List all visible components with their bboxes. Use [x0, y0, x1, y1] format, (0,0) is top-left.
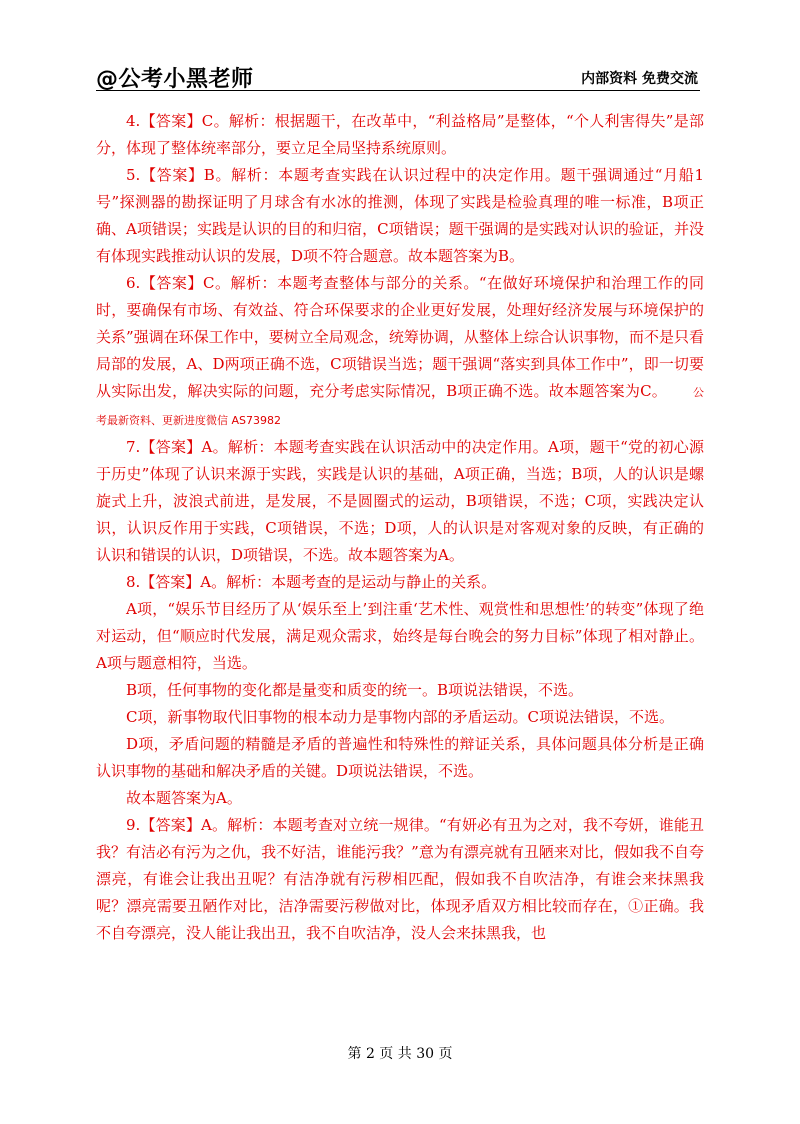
brand-title: @公考小黑老师	[96, 67, 254, 92]
answer-8-option-c: C项，新事物取代旧事物的根本动力是事物内部的矛盾运动。C项说法错误，不选。	[126, 708, 674, 726]
answer-paragraph-6-text: 6.【答案】C。解析：本题考查整体与部分的关系。“在做好环境保护和治理工作的同时，要确保有市场、有效益、符合环保要求的企业更好发展，处理好经济发展与环境保护的关系”强调在环保工作中，要树立全局观念，统筹协调，从整体上综合认识事物，而不是只看局部的发展，A、D两项正确不选，C项错误当选；题干强调“落实到具体工作中”，即一切要从实际出发，解决实际的问题，充分考虑实际情况，B项正确不选。故本题答案为C。	[96, 274, 704, 400]
answer-paragraph-7: 7.【答案】A。解析：本题考查实践在认识活动中的决定作用。A项，题干“党的初心源于历史”体现了认识来源于实践，实践是认识的基础，A项正确，当选；B项，人的认识是螺旋式上升，波浪式前进，是发展，不是圆圈式的运动，B项错误，不选；C项，实践决定认识，认识反作用于实践，C项错误，不选；D项，人的认识是对客观对象的反映，有正确的认识和错误的认识，D项错误，不选。故本题答案为A。	[96, 438, 704, 564]
answer-paragraph-8: 8.【答案】A。解析：本题考查的是运动与静止的关系。	[126, 573, 497, 591]
contact-note: 公考最新资料、更新进度微信 AS73982	[96, 386, 704, 427]
answer-paragraph-6	[96, 270, 704, 434]
answer-8-conclusion: 故本题答案为A。	[126, 789, 242, 807]
page-footer: 第 2 页 共 30 页	[347, 1046, 453, 1062]
answer-content	[96, 108, 704, 947]
page-header	[96, 62, 700, 91]
answer-8-option-d: D项，矛盾问题的精髓是矛盾的普遍性和特殊性的辩证关系，具体问题具体分析是正确认识事物的基础和解决矛盾的关键。D项说法错误，不选。	[96, 735, 704, 780]
answer-8-option-a: A项，“娱乐节目经历了从‘娱乐至上’到注重‘艺术性、观赏性和思想性’的转变”体现了绝对运动，但“顺应时代发展，满足观众需求，始终是每台晚会的努力目标”体现了相对静止。A项与题意相符，当选。	[96, 600, 704, 672]
answer-8-option-b: B项，任何事物的变化都是量变和质变的统一。B项说法错误，不选。	[126, 681, 584, 699]
answer-paragraph-9: 9.【答案】A。解析：本题考查对立统一规律。“有妍必有丑为之对，我不夸妍，谁能丑我？有洁必有污为之仇，我不好洁，谁能污我？”意为有漂亮就有丑陋来对比，假如我不自夸漂亮，有谁会让我出丑呢？有洁净就有污秽相匹配，假如我不自吹洁净，有谁会来抹黑我呢？漂亮需要丑陋作对比，洁净需要污秽做对比，体现矛盾双方相比较而存在，①正确。我不自夸漂亮，没人能让我出丑，我不自吹洁净，没人会来抹黑我，也	[96, 816, 704, 942]
answer-paragraph-4: 4.【答案】C。解析：根据题干，在改革中，“利益格局”是整体，“个人利害得失”是部分，体现了整体统率部分，要立足全局坚持系统原则。	[96, 112, 704, 157]
answer-paragraph-5: 5.【答案】B。解析：本题考查实践在认识过程中的决定作用。题干强调通过“月船1号”探测器的勘探证明了月球含有水冰的推测，体现了实践是检验真理的唯一标准，B项正确、A项错误；实践是认识的目的和归宿，C项错误；题干强调的是实践对认识的验证，并没有体现实践推动认识的发展，D项不符合题意。故本题答案为B。	[96, 166, 704, 265]
header-note: 内部资料 免费交流	[581, 71, 698, 87]
